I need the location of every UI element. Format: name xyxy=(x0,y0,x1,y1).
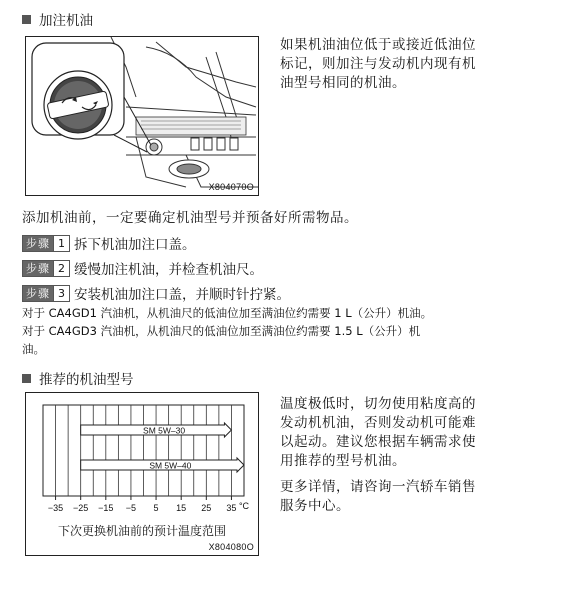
chart-tick-label: 35 xyxy=(226,503,237,513)
step-text: 缓慢加注机油，并检查机油尺。 xyxy=(74,262,263,278)
chart-tick-label: −35 xyxy=(47,503,64,513)
chart-series-label: SM 5W–40 xyxy=(149,460,192,471)
text-line: 温度极低时，切勿使用粘度高的 xyxy=(280,396,476,412)
section-title: 推荐的机油型号 xyxy=(39,372,134,388)
text-line: 如果机油油位低于或接近低油位 xyxy=(280,37,476,53)
note-line: 对于 CA4GD3 汽油机，从机油尺的低油位加至满油位约需要 1.5 L（公升）机 xyxy=(22,324,421,338)
chart-series-label: SM 5W–30 xyxy=(143,425,186,436)
section-square-icon xyxy=(22,374,31,383)
chart-tick-label: 5 xyxy=(153,503,159,513)
text-line: 以起动。建议您根据车辆需求使 xyxy=(280,434,476,450)
note-line: 对于 CA4GD1 汽油机，从机油尺的低油位加至满油位约需要 1 L（公升）机油。 xyxy=(22,306,433,320)
step-badge: 步骤 2 xyxy=(22,260,70,277)
description-low-level xyxy=(280,36,570,93)
step-2 xyxy=(22,259,263,277)
section-square-icon xyxy=(22,15,31,24)
step-badge: 步骤 3 xyxy=(22,285,70,302)
note-line: 油。 xyxy=(22,342,45,356)
chart-tick-label: 15 xyxy=(176,503,187,513)
step-text: 安装机油加注口盖，并顺时针拧紧。 xyxy=(74,287,290,303)
viscosity-chart-figure xyxy=(25,392,259,556)
chart-xlabel: 下次更换机油前的预计温度范围 xyxy=(57,524,226,538)
figure-code: X804070O xyxy=(208,182,254,192)
description-contact xyxy=(280,478,570,516)
step-badge: 步骤 1 xyxy=(22,235,70,252)
engine-oil-cap-illustration xyxy=(26,37,258,195)
oil-cap-figure xyxy=(25,36,259,196)
step-text: 拆下机油加注口盖。 xyxy=(74,237,196,253)
text-line: 标记，则加注与发动机内现有机 xyxy=(280,56,476,72)
chart-unit-label: °C xyxy=(238,501,250,511)
chart-tick-label: −5 xyxy=(125,503,137,513)
text-line: 油型号相同的机油。 xyxy=(280,75,406,91)
text-line: 发动机机油，否则发动机可能难 xyxy=(280,415,476,431)
step-3 xyxy=(22,284,290,302)
text-line: 更多详情，请咨询一汽轿车销售 xyxy=(280,479,476,495)
chart-tick-label: 25 xyxy=(201,503,212,513)
text-line: 用推荐的型号机油。 xyxy=(280,453,406,469)
section-heading-recommended-oil xyxy=(22,368,134,388)
chart-code: X804080O xyxy=(208,542,254,552)
chart-tick-label: −25 xyxy=(73,503,89,513)
intro-text: 添加机油前，一定要确定机油型号并预备好所需物品。 xyxy=(22,210,358,226)
section-title: 加注机油 xyxy=(39,13,93,29)
chart-tick-label: −15 xyxy=(98,503,114,513)
description-low-temp xyxy=(280,395,570,471)
capacity-notes xyxy=(22,304,572,358)
step-1 xyxy=(22,234,196,252)
section-heading-add-oil xyxy=(22,9,93,29)
text-line: 服务中心。 xyxy=(280,498,350,514)
